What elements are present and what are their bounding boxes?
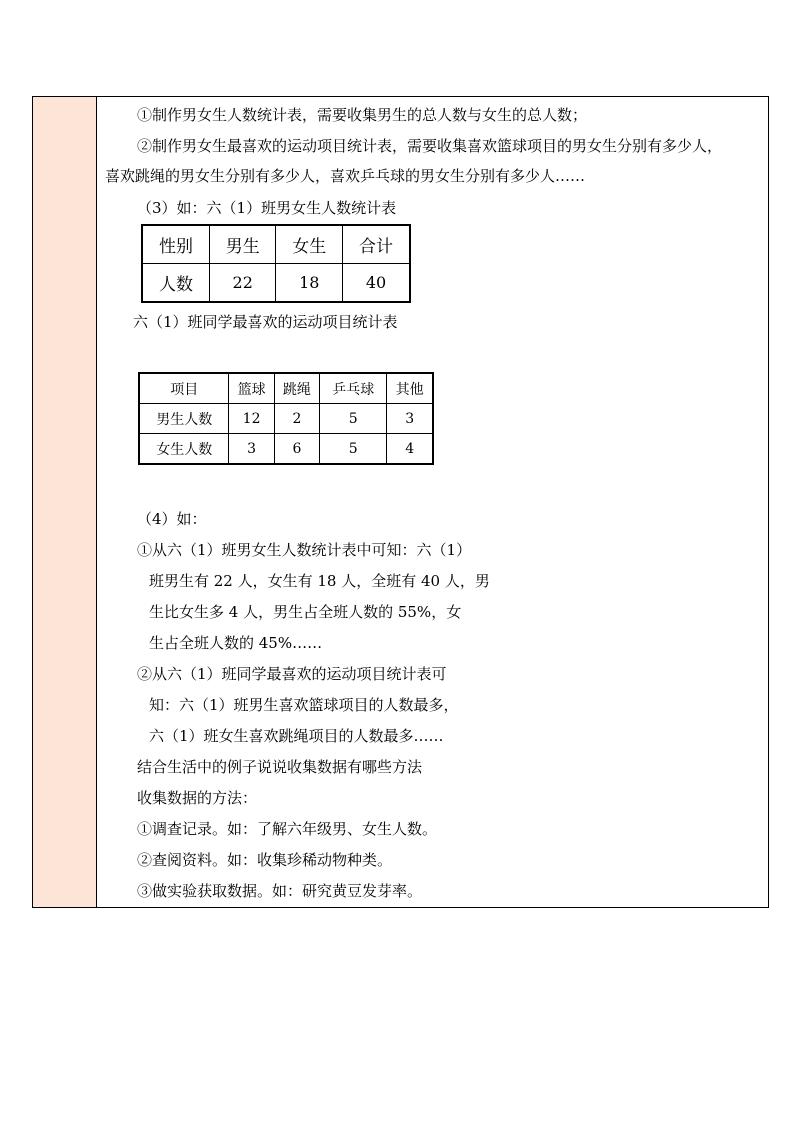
text-line-3: 喜欢跳绳的男女生分别有多少人，喜欢乒乓球的男女生分别有多少人…… bbox=[105, 167, 586, 185]
text-line-7: ①从六（1）班男女生人数统计表中可知：六（1） bbox=[137, 541, 472, 559]
table-header-cell: 其他 bbox=[387, 373, 433, 404]
gender-count-table bbox=[141, 224, 411, 303]
text-line-12: 知：六（1）班男生喜欢篮球项目的人数最多， bbox=[149, 696, 459, 714]
text-line-4: （3）如：六（1）班男女生人数统计表 bbox=[137, 199, 397, 217]
text-line-13: 六（1）班女生喜欢跳绳项目的人数最多…… bbox=[149, 727, 444, 745]
table-cell: 22 bbox=[209, 264, 276, 303]
table-cell: 2 bbox=[274, 404, 319, 434]
table-header-cell: 篮球 bbox=[229, 373, 274, 404]
table-cell: 3 bbox=[387, 404, 433, 434]
text-line-10: 生占全班人数的 45%…… bbox=[149, 634, 323, 652]
table-cell: 5 bbox=[320, 404, 387, 434]
table-cell: 男生人数 bbox=[139, 404, 229, 434]
table-header-cell: 性别 bbox=[142, 225, 209, 264]
table-row bbox=[139, 373, 433, 404]
text-line-9: 生比女生多 4 人，男生占全班人数的 55%，女 bbox=[149, 603, 462, 621]
text-line-2: ②制作男女生最喜欢的运动项目统计表，需要收集喜欢篮球项目的男女生分别有多少人， bbox=[137, 137, 723, 155]
text-line-5: 六（1）班同学最喜欢的运动项目统计表 bbox=[133, 313, 398, 331]
text-line-1: ①制作男女生人数统计表，需要收集男生的总人数与女生的总人数； bbox=[137, 106, 588, 124]
text-line-16: ①调查记录。如：了解六年级男、女生人数。 bbox=[137, 820, 438, 838]
table-row bbox=[139, 434, 433, 465]
worksheet-frame bbox=[32, 96, 769, 908]
table-row bbox=[142, 264, 410, 303]
table-cell: 6 bbox=[274, 434, 319, 465]
table-header-cell: 合计 bbox=[343, 225, 411, 264]
table-cell: 40 bbox=[343, 264, 411, 303]
left-label-column bbox=[33, 97, 97, 907]
table-cell: 人数 bbox=[142, 264, 209, 303]
table-row bbox=[142, 225, 410, 264]
table-cell: 18 bbox=[276, 264, 343, 303]
table-row bbox=[139, 404, 433, 434]
table-cell: 12 bbox=[229, 404, 274, 434]
table-cell: 5 bbox=[320, 434, 387, 465]
table-header-cell: 女生 bbox=[276, 225, 343, 264]
table-header-cell: 乒乓球 bbox=[320, 373, 387, 404]
text-line-18: ③做实验获取数据。如：研究黄豆发芽率。 bbox=[137, 882, 423, 900]
text-line-11: ②从六（1）班同学最喜欢的运动项目统计表可 bbox=[137, 665, 447, 683]
text-line-15: 收集数据的方法： bbox=[137, 789, 258, 807]
table-header-cell: 跳绳 bbox=[274, 373, 319, 404]
table-cell: 3 bbox=[229, 434, 274, 465]
text-line-6: （4）如： bbox=[137, 510, 207, 528]
table-cell: 女生人数 bbox=[139, 434, 229, 465]
table-header-cell: 项目 bbox=[139, 373, 229, 404]
text-line-17: ②查阅资料。如：收集珍稀动物种类。 bbox=[137, 851, 393, 869]
sports-preference-table bbox=[138, 372, 434, 465]
table-header-cell: 男生 bbox=[209, 225, 276, 264]
table-cell: 4 bbox=[387, 434, 433, 465]
content-area bbox=[97, 97, 768, 907]
text-line-8: 班男生有 22 人，女生有 18 人，全班有 40 人，男 bbox=[149, 572, 490, 590]
text-line-14: 结合生活中的例子说说收集数据有哪些方法 bbox=[137, 758, 423, 776]
